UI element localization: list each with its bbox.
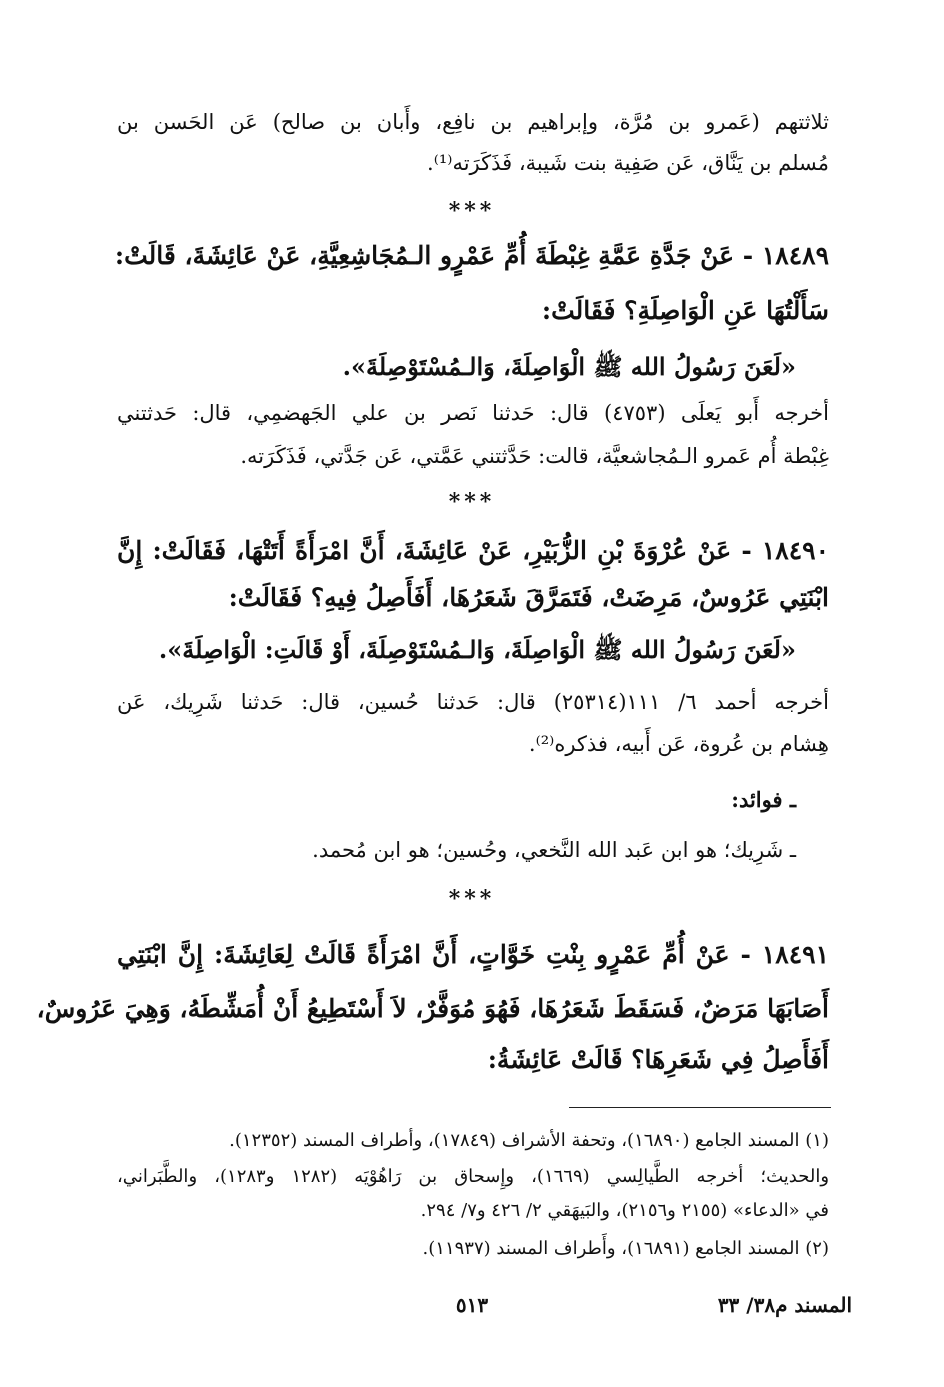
- hadith-line: ١٨٤٩١ - عَنْ أُمِّ عَمْرٍو بِنْتِ خَوَّاتٍ، أَنَّ امْرَأَةً قَالَتْ لِعَائِشَةَ: إِنَّ ابْنَتِي: [117, 940, 829, 969]
- hadith-line: أَصَابَهَا مَرَضٌ، فَسَقَطَ شَعَرُهَا، فَهُوَ مُوَفَّرٌ، لاَ أَسْتَطِيعُ أَنْ أُمَشِّطَهُ، وَهِيَ عَرُوسٌ،: [36, 994, 829, 1023]
- benefits-heading: ـ فوائد:: [731, 787, 796, 812]
- section-separator-stars: ***: [448, 489, 496, 515]
- prophetic-quote: «لَعَنَ رَسُولُ الله ﷺ الْوَاصِلَةَ، وَالـمُسْتَوْصِلَةَ، أَوْ قَالَتِ: الْوَاصِلَةَ».: [158, 635, 796, 664]
- text-line: هِشام بن عُروة، عَن أَبيه، فذكره⁽²⁾.: [528, 732, 829, 756]
- footnote: (٢) المسند الجامع (١٦٨٩١)، وأَطراف المسند (١١٩٣٧).: [422, 1238, 829, 1259]
- hadith-line: سَأَلْتُهَا عَنِ الْوَاصِلَةِ؟ فَقَالَتْ:: [541, 296, 829, 325]
- text-line: أخرجه أَبو يَعلَى (٤٧٥٣) قال: حَدثنا نَصر بن علي الجَهضمِي، قال: حَدثتني: [117, 401, 830, 425]
- text-line: مُسلم بن يَنَّاق، عَن صَفِية بنت شَيبة، فَذَكَرَته⁽¹⁾.: [427, 151, 829, 175]
- section-separator-stars: ***: [448, 198, 496, 224]
- hadith-line: ١٨٤٨٩ - عَنْ جَدَّةِ عَمَّةِ غِبْطَةَ أُمِّ عَمْرٍو الـمُجَاشِعِيَّةِ، عَنْ عَائِشَةَ، قَالَتْ:: [114, 241, 829, 270]
- page-number: ٥١٣: [455, 1293, 489, 1317]
- prophetic-quote: «لَعَنَ رَسُولُ الله ﷺ الْوَاصِلَةَ، وَالـمُسْتَوْصِلَةَ».: [342, 352, 796, 381]
- text-line: ثلاثتهم (عَمرو بن مُرَّة، وإبراهيم بن نافِع، وأَبان بن صالح) عَن الحَسن بن: [117, 110, 829, 134]
- hadith-line: ١٨٤٩٠ - عَنْ عُرْوَةَ بْنِ الزُّبَيْرِ، عَنْ عَائِشَةَ، أَنَّ امْرَأَةً أَتَتْهَا، فَقَالَتْ: إِنَّ: [117, 536, 829, 565]
- footnote-separator: [569, 1107, 831, 1108]
- text-line: أخرجه أحمد ٦/ ١١١(٢٥٣١٤) قال: حَدثنا حُسين، قال: حَدثنا شَرِيك، عَن: [117, 690, 829, 714]
- footnote: (١) المسند الجامع (١٦٨٩٠)، وتحفة الأشراف (١٧٨٤٩)، وأطراف المسند (١٢٣٥٢).: [229, 1130, 829, 1151]
- text-line: ـ شَرِيك؛ هو ابن عَبد الله النَّخعي، وحُسين؛ هو ابن مُحمد.: [312, 838, 796, 862]
- volume-signature: المسند م٣٨/ ٣٣: [717, 1293, 852, 1317]
- text-line: غِبْطة أُم عَمرو الـمُجاشعيَّة، قالت: حَدَّثتني عَمَّتي، عَن جَدَّتي، فَذَكَرَته.: [240, 444, 829, 468]
- hadith-line: ابْنَتِي عَرُوسٌ، مَرِضَتْ، فَتَمَرَّقَ شَعَرُهَا، أَفَأَصِلُ فِيهِ؟ فَقَالَتْ:: [228, 583, 829, 612]
- hadith-line: أَفَأَصِلُ فِي شَعَرِهَا؟ قَالَتْ عَائِشَةُ:: [487, 1045, 829, 1074]
- footnote: والحديث؛ أخرجه الطَّيالِسي (١٦٦٩)، وإِسحاق بن رَاهُوْيَه (١٢٨٢ و١٢٨٣)، والطَّبَراني،: [117, 1166, 830, 1187]
- footnote: في «الدعاء» (٢١٥٥ و٢١٥٦)، والبَيهَقي ٢/ ٤٢٦ و٧/ ٢٩٤.: [420, 1200, 829, 1221]
- section-separator-stars: ***: [448, 886, 496, 912]
